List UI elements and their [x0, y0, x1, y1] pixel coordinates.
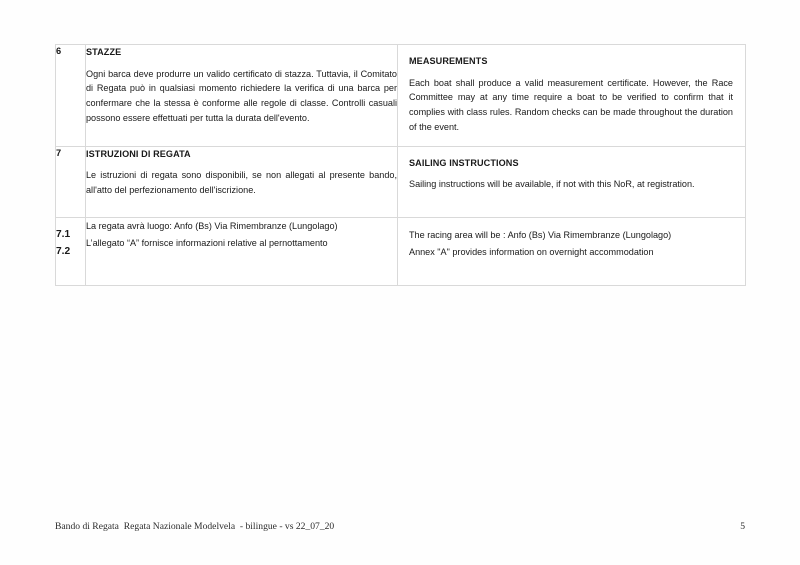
row-7-italian-cell — [86, 146, 398, 217]
row-7-1-english-cell — [398, 218, 746, 286]
row-number-6: 6 — [56, 45, 86, 147]
spacer — [86, 198, 397, 212]
table-row — [56, 218, 746, 286]
row-6-italian-cell — [86, 45, 398, 147]
row-number-7-1: 7.1 — [56, 229, 71, 241]
row-7-english-cell — [398, 146, 746, 217]
spacer — [409, 260, 733, 274]
row-6-italian-heading: STAZZE — [86, 47, 122, 57]
row-6-english-heading: MEASUREMENTS — [409, 56, 488, 66]
row-7-1-italian-cell — [86, 218, 398, 286]
row-7-2-english-text: Annex "A" provides information on overnight accommodation — [409, 246, 654, 257]
row-numbers-7-1-7-2 — [56, 218, 86, 286]
row-7-1-english-text: The racing area will be : Anfo (Bs) Via Rimembranze (Lungolago) — [409, 230, 672, 241]
table-row — [56, 45, 746, 147]
spacer — [409, 192, 733, 206]
footer-page-number: 5 — [740, 521, 745, 532]
row-6-english-cell — [398, 45, 746, 147]
row-number-7-2: 7.2 — [56, 245, 71, 257]
footer-document-title: Bando di Regata Regata Nazionale Modelvela - bilingue - vs 22_07_20 — [55, 521, 335, 532]
spacer — [86, 251, 397, 265]
row-6-italian-body: Ogni barca deve produrre un valido certificato di stazza. Tuttavia, il Comitato di Regata può in qualsiasi momento richiedere la verifica di una barca per confermare che la stessa è conforme alle regole di classe. Controlli casuali possono essere effettuati per tutta la durata dell'evento. — [86, 68, 397, 123]
row-7-italian-body: Le istruzioni di regata sono disponibili, se non allegati al presente bando, all'atto del perfezionamento dell'iscrizione. — [86, 170, 397, 196]
row-7-2-italian-text: L’allegato “A” fornisce informazioni relative al pernottamento — [86, 237, 328, 248]
row-7-english-body: Sailing instructions will be available, if not with this NoR, at registration. — [409, 179, 695, 190]
row-7-1-italian-text: La regata avrà luogo: Anfo (Bs) Via Rimembranze (Lungolago) — [86, 221, 338, 232]
row-number-7: 7 — [56, 146, 86, 217]
notice-of-race-table — [55, 44, 746, 286]
page-footer — [55, 521, 745, 532]
row-7-italian-heading: ISTRUZIONI DI REGATA — [86, 148, 191, 159]
table-row — [56, 146, 746, 217]
row-7-english-heading: SAILING INSTRUCTIONS — [409, 157, 519, 168]
row-6-english-body: Each boat shall produce a valid measurement certificate. However, the Race Committee may at any time require a boat to be verified to confirm that it complies with class rules. Random checks can be made throughout the duration of the event. — [409, 77, 733, 132]
